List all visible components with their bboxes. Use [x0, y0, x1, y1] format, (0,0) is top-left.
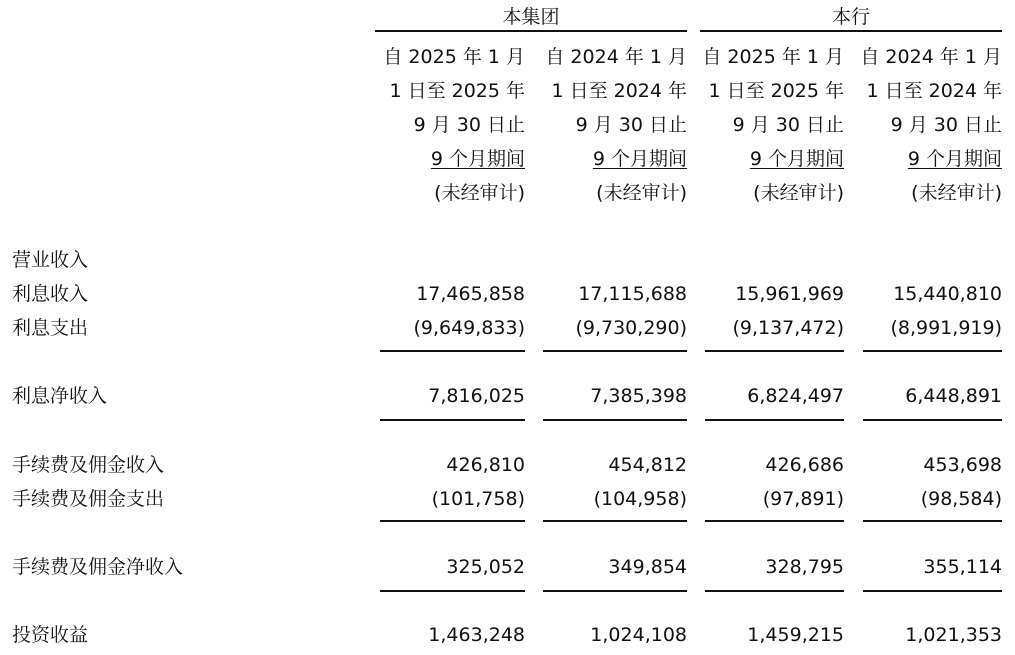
- row-label-investment-income: 投资收益: [12, 624, 89, 646]
- cell-fee-commission-income-col2: 454,812: [608, 454, 687, 476]
- cell-interest-income-col2: 17,115,688: [578, 283, 687, 305]
- cell-net-interest-income-col1: 7,816,025: [428, 385, 525, 407]
- row-label-net-fee-commission-income: 手续费及佣金净收入: [12, 556, 184, 578]
- total-rule: [543, 419, 687, 421]
- column-header-audit-note: (未经审计): [911, 182, 1002, 204]
- total-rule: [543, 590, 687, 592]
- group-header-bank: 本行: [700, 4, 1002, 32]
- cell-interest-expense-col1: (9,649,833): [413, 317, 525, 339]
- subtotal-rule: [380, 350, 525, 352]
- column-header-line: 1 日至 2025 年: [389, 80, 525, 102]
- cell-fee-commission-expense-col2: (104,958): [593, 488, 687, 510]
- subtotal-rule: [705, 350, 844, 352]
- column-header-line: 自 2024 年 1 月: [860, 46, 1002, 68]
- column-header-audit-note: (未经审计): [596, 182, 687, 204]
- column-header-period: 9 个月期间: [907, 148, 1002, 170]
- total-rule: [380, 419, 525, 421]
- column-header-period: 9 个月期间: [592, 148, 687, 170]
- cell-fee-commission-expense-col4: (98,584): [920, 488, 1002, 510]
- row-label-interest-income: 利息收入: [12, 283, 89, 305]
- total-rule: [863, 590, 1002, 592]
- column-header-line: 9 月 30 日止: [890, 114, 1002, 136]
- column-header-line: 自 2025 年 1 月: [383, 46, 525, 68]
- cell-net-fee-commission-income-col1: 325,052: [446, 556, 525, 578]
- subtotal-rule: [543, 520, 687, 522]
- total-rule: [863, 419, 1002, 421]
- subtotal-rule: [863, 520, 1002, 522]
- cell-interest-expense-col2: (9,730,290): [575, 317, 687, 339]
- column-header-period: 9 个月期间: [430, 148, 525, 170]
- group-header-group: 本集团: [375, 4, 687, 32]
- column-header-2: [527, 40, 687, 210]
- cell-investment-income-col4: 1,021,353: [905, 624, 1002, 646]
- cell-fee-commission-income-col3: 426,686: [765, 454, 844, 476]
- cell-fee-commission-expense-col3: (97,891): [762, 488, 844, 510]
- cell-investment-income-col1: 1,463,248: [428, 624, 525, 646]
- column-header-audit-note: (未经审计): [434, 182, 525, 204]
- total-rule: [705, 590, 844, 592]
- subtotal-rule: [863, 350, 1002, 352]
- subtotal-rule: [705, 520, 844, 522]
- cell-net-fee-commission-income-col2: 349,854: [608, 556, 687, 578]
- subtotal-rule: [543, 350, 687, 352]
- cell-interest-expense-col4: (8,991,919): [890, 317, 1002, 339]
- cell-net-interest-income-col2: 7,385,398: [590, 385, 687, 407]
- column-header-audit-note: (未经审计): [753, 182, 844, 204]
- row-label-operating-income: 营业收入: [12, 249, 89, 271]
- row-label-interest-expense: 利息支出: [12, 317, 89, 339]
- total-rule: [705, 419, 844, 421]
- column-header-4: [842, 40, 1002, 210]
- cell-fee-commission-income-col1: 426,810: [446, 454, 525, 476]
- column-header-period: 9 个月期间: [749, 148, 844, 170]
- cell-net-fee-commission-income-col3: 328,795: [765, 556, 844, 578]
- total-rule: [380, 590, 525, 592]
- cell-interest-expense-col3: (9,137,472): [732, 317, 844, 339]
- cell-interest-income-col3: 15,961,969: [735, 283, 844, 305]
- column-header-3: [684, 40, 844, 210]
- cell-net-interest-income-col4: 6,448,891: [905, 385, 1002, 407]
- column-header-line: 1 日至 2024 年: [866, 80, 1002, 102]
- column-header-line: 9 月 30 日止: [413, 114, 525, 136]
- cell-net-fee-commission-income-col4: 355,114: [923, 556, 1002, 578]
- cell-investment-income-col2: 1,024,108: [590, 624, 687, 646]
- column-header-line: 自 2024 年 1 月: [545, 46, 687, 68]
- cell-investment-income-col3: 1,459,215: [747, 624, 844, 646]
- row-label-fee-commission-income: 手续费及佣金收入: [12, 454, 165, 476]
- row-label-fee-commission-expense: 手续费及佣金支出: [12, 488, 165, 510]
- row-label-net-interest-income: 利息净收入: [12, 385, 108, 407]
- cell-net-interest-income-col3: 6,824,497: [747, 385, 844, 407]
- column-header-line: 1 日至 2025 年: [708, 80, 844, 102]
- column-header-1: [365, 40, 525, 210]
- cell-fee-commission-expense-col1: (101,758): [431, 488, 525, 510]
- cell-interest-income-col1: 17,465,858: [416, 283, 525, 305]
- column-header-line: 自 2025 年 1 月: [702, 46, 844, 68]
- cell-fee-commission-income-col4: 453,698: [923, 454, 1002, 476]
- subtotal-rule: [380, 520, 525, 522]
- column-header-line: 9 月 30 日止: [732, 114, 844, 136]
- column-header-line: 1 日至 2024 年: [551, 80, 687, 102]
- cell-interest-income-col4: 15,440,810: [893, 283, 1002, 305]
- column-header-line: 9 月 30 日止: [575, 114, 687, 136]
